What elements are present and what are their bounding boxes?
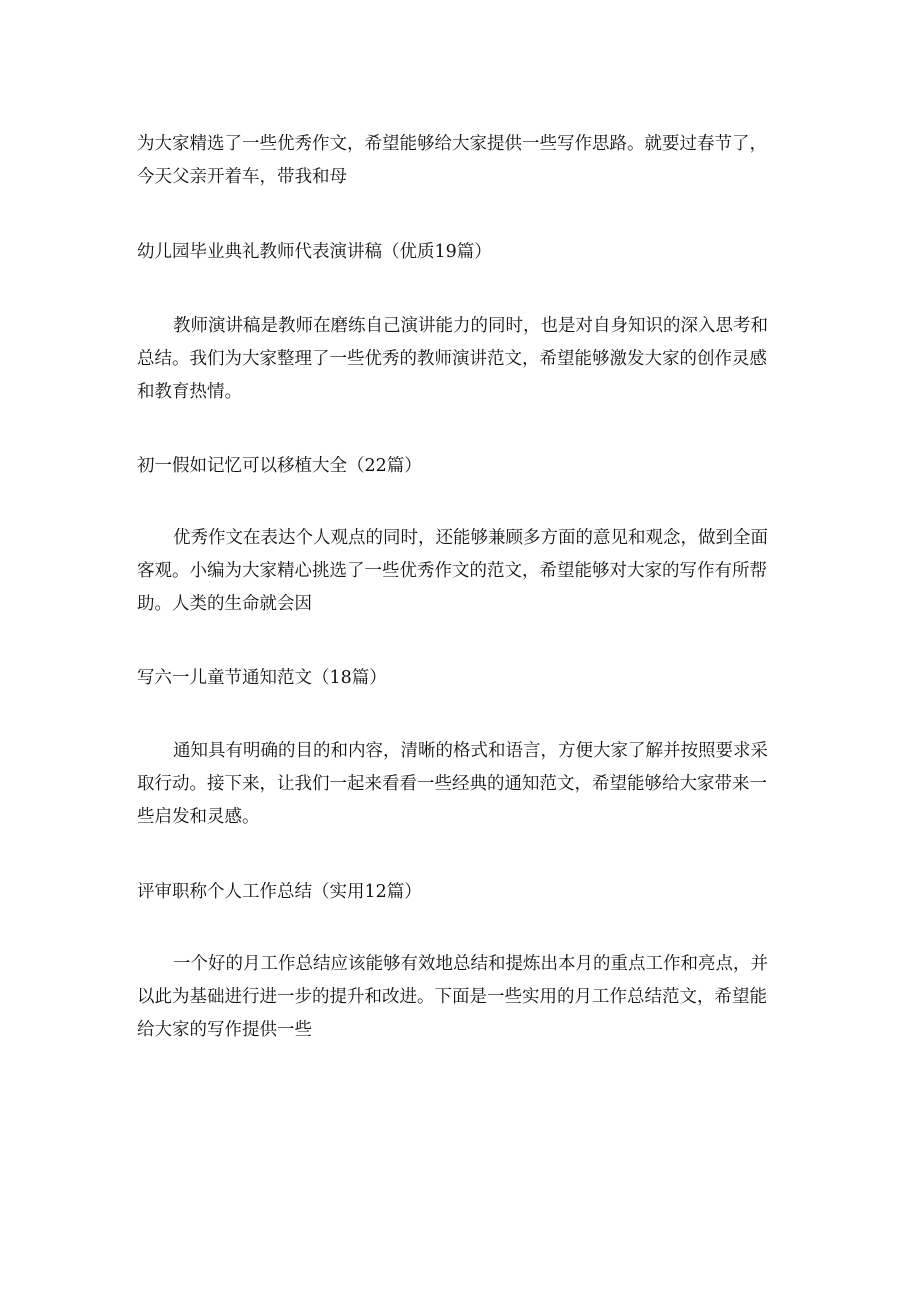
section-title-childrens-day-notice: 写六一儿童节通知范文（18篇） [137,668,387,688]
section-body-childrens-day-notice: 通知具有明确的目的和内容，清晰的格式和语言，方便大家了解并按照要求采取行动。接下来，让我们一起来看看一些经典的通知范文，希望能够给大家带来一些启发和灵感。 [137,741,768,827]
section-title-work-summary: 评审职称个人工作总结（实用12篇） [137,882,422,902]
section-body-kindergarten-speech: 教师演讲稿是教师在磨练自己演讲能力的同时，也是对自身知识的深入思考和总结。我们为大家整理了一些优秀的教师演讲范文，希望能够激发大家的创作灵感和教育热情。 [137,316,768,402]
section-title-memory-transplant: 初一假如记忆可以移植大全（22篇） [137,456,422,476]
section-title-kindergarten-speech: 幼儿园毕业典礼教师代表演讲稿（优质19篇） [137,242,492,262]
section-body-work-summary: 一个好的月工作总结应该能够有效地总结和提炼出本月的重点工作和亮点，并以此为基础进行进一步的提升和改进。下面是一些实用的月工作总结范文，希望能给大家的写作提供一些 [137,954,768,1040]
section-body-memory-transplant: 优秀作文在表达个人观点的同时，还能够兼顾多方面的意见和观念，做到全面客观。小编为大家精心挑选了一些优秀作文的范文，希望能够对大家的写作有所帮助。人类的生命就会因 [137,528,768,614]
intro-paragraph: 为大家精选了一些优秀作文，希望能够给大家提供一些写作思路。就要过春节了，今天父亲开着车，带我和母 [137,134,767,187]
